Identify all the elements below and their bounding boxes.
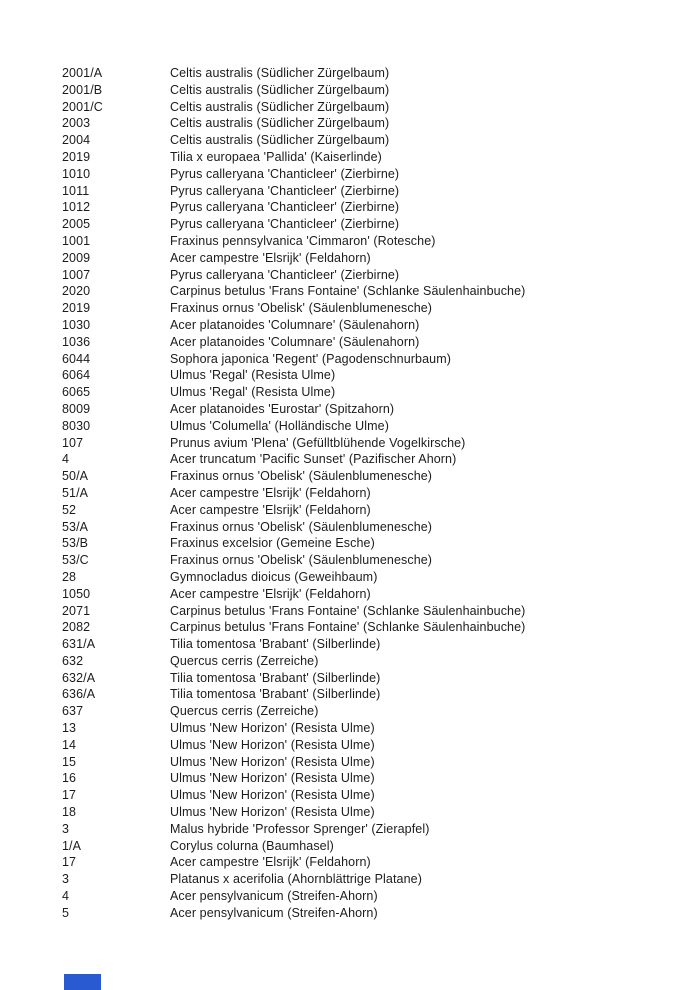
tree-id: 15 — [62, 754, 77, 769]
list-item — [62, 334, 670, 351]
tree-id: 631/A — [62, 637, 96, 652]
tree-name: Corylus colurna (Baumhasel) — [170, 838, 334, 853]
tree-name: Fraxinus ornus 'Obelisk' (Säulenblumenesche) — [170, 519, 433, 534]
tree-id: 3 — [62, 821, 70, 836]
tree-id: 6064 — [62, 368, 91, 383]
tree-id: 17 — [62, 788, 77, 803]
tree-name: Acer pensylvanicum (Streifen-Ahorn) — [170, 905, 378, 920]
list-item — [62, 267, 670, 284]
list-item — [62, 871, 670, 888]
list-item — [62, 787, 670, 804]
list-item — [62, 149, 670, 166]
tree-id: 53/B — [62, 536, 89, 551]
list-item — [62, 166, 670, 183]
tree-name: Celtis australis (Südlicher Zürgelbaum) — [170, 99, 390, 114]
tree-name: Acer campestre 'Elsrijk' (Feldahorn) — [170, 485, 371, 500]
tree-id: 2019 — [62, 149, 91, 164]
tree-name: Acer platanoides 'Columnare' (Säulenahorn) — [170, 334, 420, 349]
tree-name: Ulmus 'Regal' (Resista Ulme) — [170, 368, 336, 383]
list-item — [62, 384, 670, 401]
list-item — [62, 132, 670, 149]
tree-name: Tilia tomentosa 'Brabant' (Silberlinde) — [170, 637, 381, 652]
tree-name: Ulmus 'New Horizon' (Resista Ulme) — [170, 721, 375, 736]
tree-id: 2001/B — [62, 82, 103, 97]
tree-id: 1030 — [62, 317, 91, 332]
list-item — [62, 670, 670, 687]
list-item — [62, 569, 670, 586]
list-item — [62, 854, 670, 871]
list-item — [62, 418, 670, 435]
list-item — [62, 653, 670, 670]
list-item — [62, 770, 670, 787]
list-item — [62, 250, 670, 267]
tree-name: Pyrus calleryana 'Chanticleer' (Zierbirne) — [170, 166, 400, 181]
tree-id: 107 — [62, 435, 84, 450]
tree-id: 5 — [62, 905, 70, 920]
list-item — [62, 485, 670, 502]
tree-name: Acer campestre 'Elsrijk' (Feldahorn) — [170, 855, 371, 870]
list-item — [62, 888, 670, 905]
tree-id: 53/A — [62, 519, 89, 534]
list-item — [62, 636, 670, 653]
tree-id: 1/A — [62, 838, 82, 853]
tree-id: 637 — [62, 704, 84, 719]
list-item — [62, 115, 670, 132]
tree-name: Ulmus 'New Horizon' (Resista Ulme) — [170, 754, 375, 769]
tree-name: Platanus x acerifolia (Ahornblättrige Platane) — [170, 872, 422, 887]
list-item — [62, 804, 670, 821]
tree-name: Ulmus 'New Horizon' (Resista Ulme) — [170, 788, 375, 803]
tree-name: Celtis australis (Südlicher Zürgelbaum) — [170, 82, 390, 97]
list-item — [62, 451, 670, 468]
tree-id: 1010 — [62, 166, 91, 181]
tree-id: 1001 — [62, 233, 91, 248]
list-item — [62, 821, 670, 838]
tree-name: Pyrus calleryana 'Chanticleer' (Zierbirne) — [170, 217, 400, 232]
tree-name: Ulmus 'New Horizon' (Resista Ulme) — [170, 737, 375, 752]
list-item — [62, 401, 670, 418]
tree-id: 1011 — [62, 183, 90, 198]
list-item — [62, 233, 670, 250]
tree-list — [62, 65, 670, 922]
tree-name: Tilia tomentosa 'Brabant' (Silberlinde) — [170, 670, 381, 685]
tree-name: Fraxinus excelsior (Gemeine Esche) — [170, 536, 375, 551]
tree-name: Ulmus 'New Horizon' (Resista Ulme) — [170, 771, 375, 786]
tree-name: Celtis australis (Südlicher Zürgelbaum) — [170, 66, 390, 80]
tree-name: Acer truncatum 'Pacific Sunset' (Pazifischer Ahorn) — [170, 452, 457, 467]
tree-id: 632/A — [62, 670, 96, 685]
tree-id: 16 — [62, 771, 77, 786]
list-item — [62, 300, 670, 317]
tree-name: Acer pensylvanicum (Streifen-Ahorn) — [170, 889, 378, 904]
tree-id: 1036 — [62, 334, 91, 349]
list-item — [62, 317, 670, 334]
tree-id: 6044 — [62, 351, 91, 366]
list-item — [62, 283, 670, 300]
list-item — [62, 502, 670, 519]
tree-id: 1012 — [62, 200, 91, 215]
tree-name: Quercus cerris (Zerreiche) — [170, 704, 319, 719]
tree-name: Fraxinus ornus 'Obelisk' (Säulenblumenesche) — [170, 553, 433, 568]
tree-id: 6065 — [62, 385, 91, 400]
tree-name: Acer campestre 'Elsrijk' (Feldahorn) — [170, 586, 371, 601]
tree-id: 14 — [62, 737, 77, 752]
list-item — [62, 838, 670, 855]
tree-name: Acer campestre 'Elsrijk' (Feldahorn) — [170, 502, 371, 517]
list-item — [62, 552, 670, 569]
list-item — [62, 535, 670, 552]
tree-name: Sophora japonica 'Regent' (Pagodenschnurbaum) — [170, 351, 451, 366]
list-item — [62, 435, 670, 452]
tree-name: Tilia tomentosa 'Brabant' (Silberlinde) — [170, 687, 381, 702]
list-item — [62, 82, 670, 99]
tree-name: Malus hybride 'Professor Sprenger' (Zierapfel) — [170, 821, 430, 836]
list-item — [62, 351, 670, 368]
tree-id: 53/C — [62, 553, 89, 568]
tree-name: Fraxinus pennsylvanica 'Cimmaron' (Rotesche) — [170, 233, 436, 248]
tree-id: 2004 — [62, 133, 91, 148]
tree-id: 51/A — [62, 485, 89, 500]
tree-name: Fraxinus ornus 'Obelisk' (Säulenblumenesche) — [170, 301, 433, 316]
tree-id: 2019 — [62, 301, 91, 316]
list-item — [62, 905, 670, 922]
tree-id: 50/A — [62, 469, 89, 484]
footer-blue-bar — [64, 974, 101, 990]
list-item — [62, 703, 670, 720]
tree-id: 28 — [62, 569, 77, 584]
tree-name: Acer platanoides 'Eurostar' (Spitzahorn) — [170, 401, 395, 416]
tree-name: Acer platanoides 'Columnare' (Säulenahorn) — [170, 317, 420, 332]
tree-name: Tilia x europaea 'Pallida' (Kaiserlinde) — [170, 149, 382, 164]
list-item — [62, 519, 670, 536]
list-item — [62, 199, 670, 216]
tree-name: Carpinus betulus 'Frans Fontaine' (Schlanke Säulenhainbuche) — [170, 620, 526, 635]
list-item — [62, 754, 670, 771]
list-item — [62, 183, 670, 200]
tree-id: 13 — [62, 721, 77, 736]
tree-name: Quercus cerris (Zerreiche) — [170, 653, 319, 668]
tree-name: Fraxinus ornus 'Obelisk' (Säulenblumenesche) — [170, 469, 433, 484]
tree-id: 636/A — [62, 687, 96, 702]
tree-name: Pyrus calleryana 'Chanticleer' (Zierbirne) — [170, 183, 400, 198]
tree-id: 18 — [62, 805, 77, 820]
tree-name: Pyrus calleryana 'Chanticleer' (Zierbirne) — [170, 200, 400, 215]
tree-id: 8030 — [62, 418, 91, 433]
list-item — [62, 603, 670, 620]
tree-id: 632 — [62, 653, 84, 668]
tree-id: 4 — [62, 452, 70, 467]
tree-id: 2082 — [62, 620, 91, 635]
list-item — [62, 686, 670, 703]
list-item — [62, 468, 670, 485]
tree-id: 2001/A — [62, 66, 103, 80]
tree-id: 2020 — [62, 284, 91, 299]
tree-name: Carpinus betulus 'Frans Fontaine' (Schlanke Säulenhainbuche) — [170, 284, 526, 299]
tree-id: 2003 — [62, 116, 91, 131]
list-item — [62, 586, 670, 603]
tree-id: 2071 — [62, 603, 91, 618]
list-item — [62, 619, 670, 636]
tree-name: Ulmus 'New Horizon' (Resista Ulme) — [170, 805, 375, 820]
tree-id: 2009 — [62, 250, 91, 265]
tree-id: 3 — [62, 872, 70, 887]
list-item — [62, 367, 670, 384]
tree-name: Carpinus betulus 'Frans Fontaine' (Schlanke Säulenhainbuche) — [170, 603, 526, 618]
list-item — [62, 216, 670, 233]
tree-name: Pyrus calleryana 'Chanticleer' (Zierbirne) — [170, 267, 400, 282]
tree-id: 1007 — [62, 267, 91, 282]
tree-name: Ulmus 'Regal' (Resista Ulme) — [170, 385, 336, 400]
tree-name: Celtis australis (Südlicher Zürgelbaum) — [170, 133, 390, 148]
list-item — [62, 99, 670, 116]
tree-id: 2005 — [62, 217, 91, 232]
tree-name: Ulmus 'Columella' (Holländische Ulme) — [170, 418, 389, 433]
tree-name: Acer campestre 'Elsrijk' (Feldahorn) — [170, 250, 371, 265]
list-item — [62, 65, 670, 82]
tree-id: 4 — [62, 889, 70, 904]
list-item — [62, 720, 670, 737]
tree-id: 17 — [62, 855, 77, 870]
tree-id: 2001/C — [62, 99, 103, 114]
tree-id: 1050 — [62, 586, 91, 601]
tree-name: Celtis australis (Südlicher Zürgelbaum) — [170, 116, 390, 131]
tree-name: Prunus avium 'Plena' (Gefülltblühende Vogelkirsche) — [170, 435, 466, 450]
tree-id: 52 — [62, 502, 77, 517]
list-item — [62, 737, 670, 754]
tree-id: 8009 — [62, 401, 91, 416]
tree-name: Gymnocladus dioicus (Geweihbaum) — [170, 569, 378, 584]
